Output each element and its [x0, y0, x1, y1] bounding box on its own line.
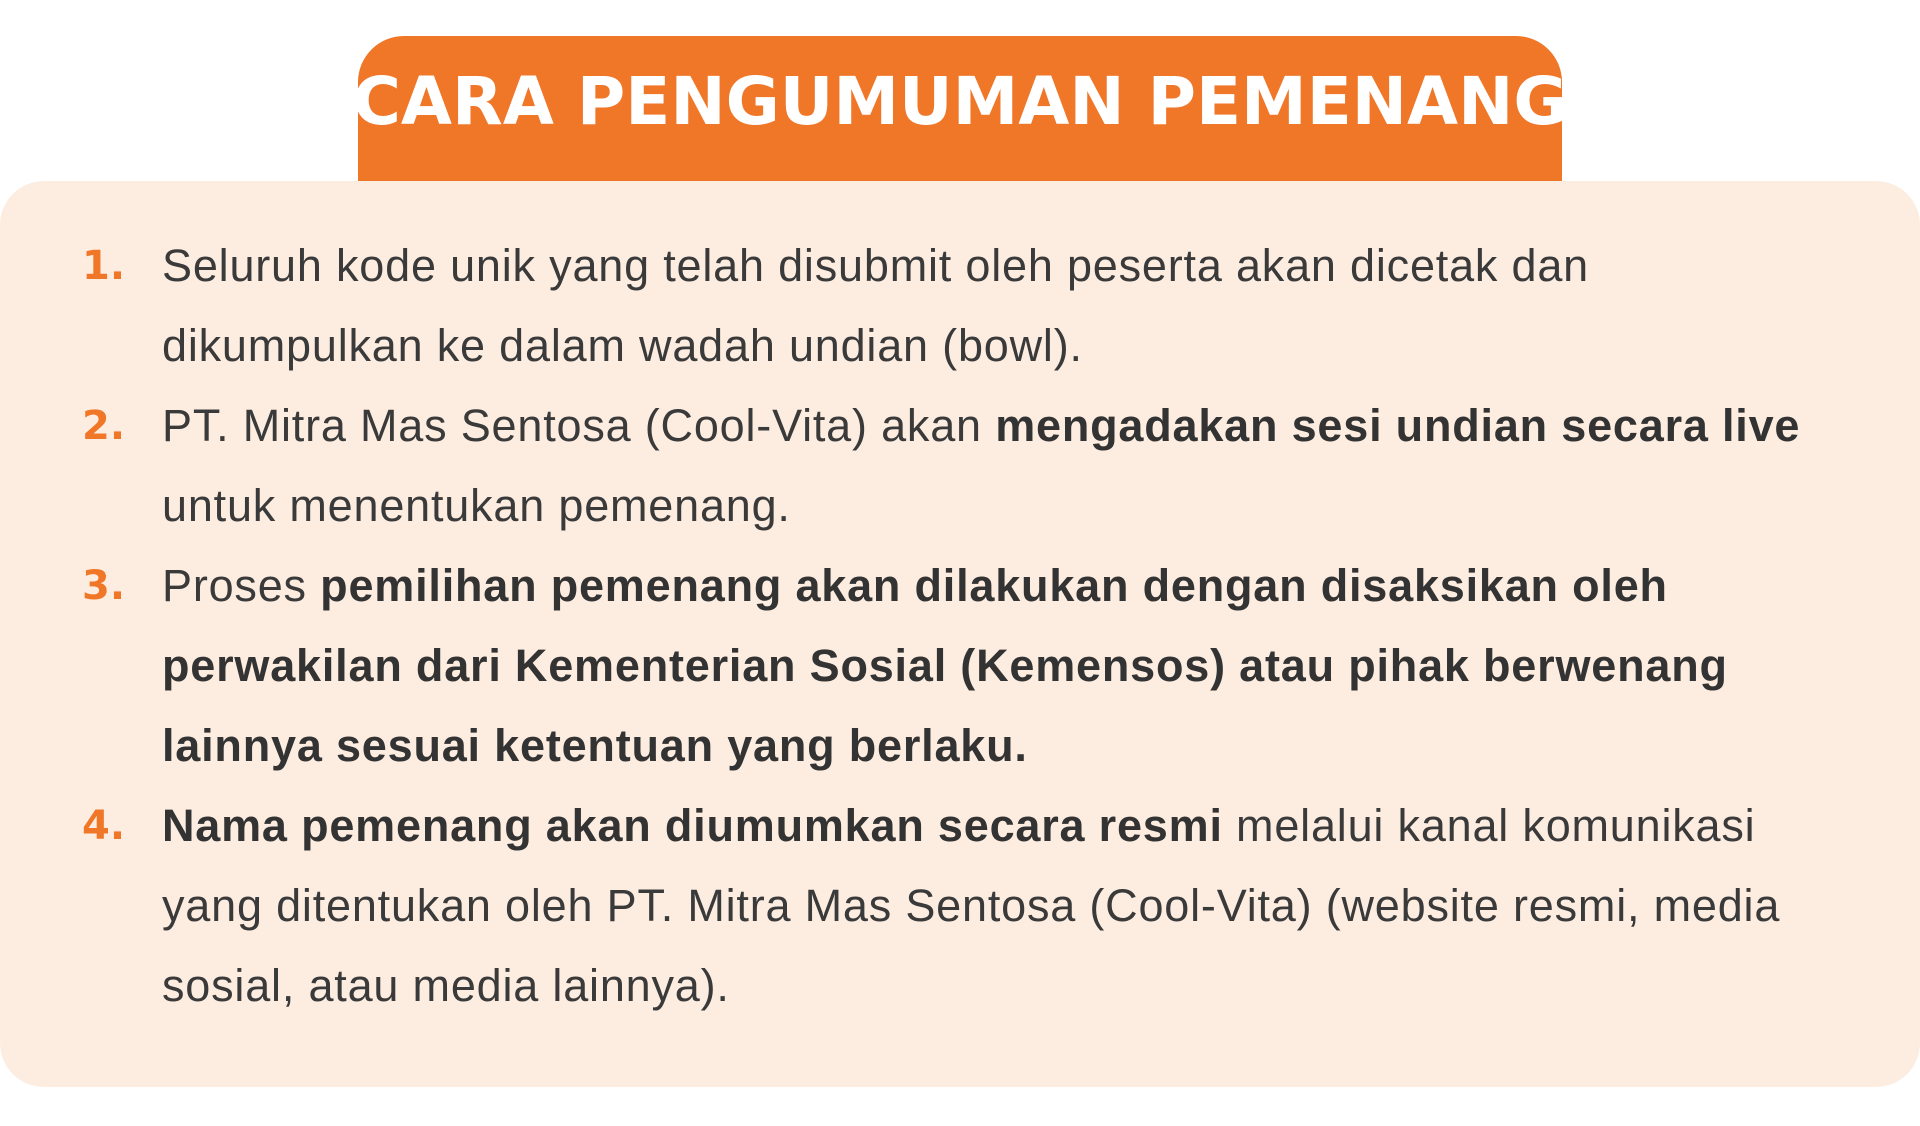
item-text-bold-segment: Nama pemenang akan diumumkan secara resmi — [162, 800, 1223, 851]
title-banner — [352, 36, 1568, 186]
announcement-list — [82, 226, 1860, 1026]
item-number: 4. — [82, 803, 126, 849]
list-item — [82, 386, 1860, 546]
item-text — [162, 386, 1860, 546]
item-text-bold-segment: pemilihan pemenang akan dilakukan dengan disaksikan oleh perwakilan dari Kementerian Sosial (Kemensos) atau pihak berwenang lainnya sesuai ketentuan yang berlaku. — [162, 560, 1728, 771]
list-item — [82, 546, 1860, 786]
list-item — [82, 786, 1860, 1026]
item-number: 1. — [82, 243, 126, 289]
list-item — [82, 226, 1860, 386]
content-card — [0, 181, 1920, 1087]
item-text-segment: Seluruh kode unik yang telah disubmit oleh peserta akan dicetak dan dikumpulkan ke dalam wadah undian (bowl). — [162, 240, 1589, 371]
item-number: 2. — [82, 403, 126, 449]
item-number: 3. — [82, 563, 126, 609]
item-text — [162, 786, 1860, 1026]
page-title: CARA PENGUMUMAN PEMENANG — [352, 63, 1568, 140]
item-text-segment: untuk menentukan pemenang. — [162, 480, 791, 531]
item-text-bold-segment: mengadakan sesi undian secara live — [995, 400, 1801, 451]
item-text — [162, 546, 1860, 786]
item-text-segment: PT. Mitra Mas Sentosa (Cool-Vita) akan — [162, 400, 996, 451]
item-text — [162, 226, 1860, 386]
item-text-segment: melalui kanal komunikasi yang ditentukan oleh PT. Mitra Mas Sentosa (Cool-Vita) (website resmi, media sosial, atau media lainnya). — [162, 800, 1781, 1011]
item-text-segment: Proses — [162, 560, 321, 611]
